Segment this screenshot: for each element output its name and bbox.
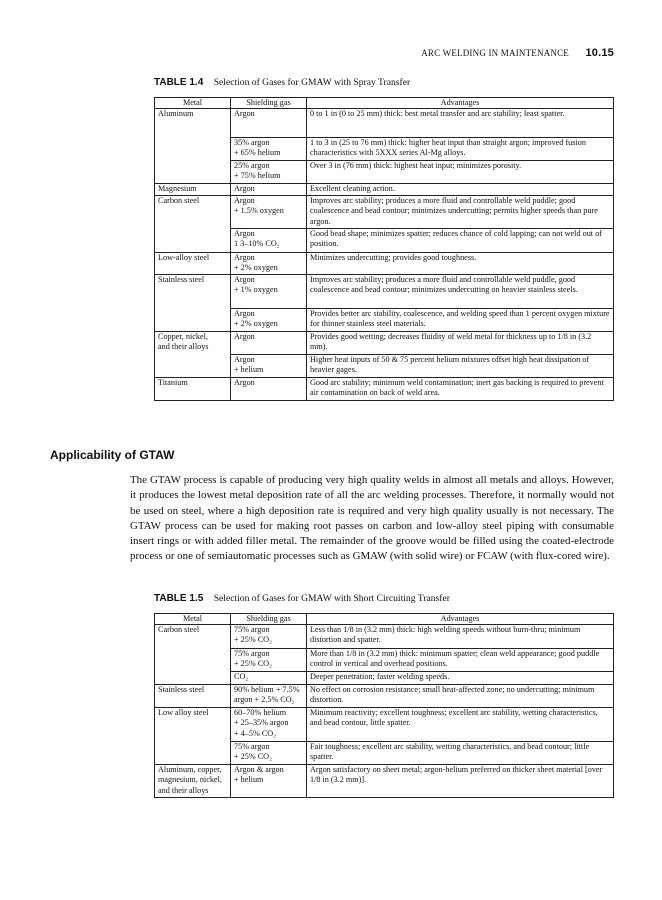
cell-advantages: Over 3 in (76 mm) thick: highest heat input; minimizes porosity. [307,161,614,184]
table-row [155,184,614,196]
table-row [155,649,614,672]
table-row [155,625,614,649]
column-header-advantages: Advantages [307,614,614,625]
table-row [155,161,614,184]
cell-gas: Argon + 1% oxygen [231,275,307,309]
cell-advantages: Higher heat inputs of 50 & 75 percent helium mixtures offset high heat dissipation of heavier gages. [307,355,614,378]
page-number: 10.15 [585,47,614,59]
cell-gas: 75% argon + 25% CO₂ [231,625,307,649]
table-1-4 [154,97,614,401]
cell-advantages: Excellent cleaning action. [307,184,614,196]
cell-advantages: More than 1/8 in (3.2 mm) thick: minimum spatter; clean weld appearance; good puddle control in vertical and overhead positions. [307,649,614,672]
cell-metal: Aluminum, copper, magnesium, nickel, and their alloys [155,765,231,798]
table-row [155,672,614,685]
cell-advantages: Provides better arc stability, coalescence, and welding speed than 1 percent oxygen mixture for thinner stainless steel materials. [307,309,614,332]
running-header [421,47,614,59]
cell-gas: 35% argon + 65% helium [231,138,307,161]
table-row [155,332,614,355]
cell-metal: Copper, nickel, and their alloys [155,332,231,355]
cell-gas: Argon 1 3–10% CO₂ [231,229,307,253]
column-header-shielding-gas: Shielding gas [231,614,307,625]
table-1-5-title: Selection of Gases for GMAW with Short Circuiting Transfer [213,593,450,604]
table-1-5 [154,613,614,798]
cell-advantages: 1 to 3 in (25 to 76 mm) thick: higher heat input than straight argon; improved fusion characteristics with 5XXX series Al-Mg alloys. [307,138,614,161]
column-header-advantages: Advantages [307,98,614,109]
cell-metal: Stainless steel [155,685,231,708]
cell-gas: Argon + helium [231,355,307,378]
table-row [155,138,614,161]
cell-gas: Argon + 1.5% oxygen [231,196,307,229]
table-row [155,109,614,138]
table-header-row [155,98,614,109]
column-header-metal: Metal [155,614,231,625]
cell-gas: 25% argon + 75% helium [231,161,307,184]
table-row [155,765,614,798]
table-row [155,708,614,742]
table-row [155,355,614,378]
table-row [155,685,614,708]
table-row [155,309,614,332]
column-header-metal: Metal [155,98,231,109]
cell-gas: Argon & argon + helium [231,765,307,798]
cell-gas: Argon [231,109,307,138]
cell-advantages: Improves arc stability; produces a more fluid and controllable weld puddle; good coalescence and bead contour; minimizes undercutting; permits higher speeds than pure argon. [307,196,614,229]
cell-metal [155,672,231,685]
cell-gas: Argon + 2% oxygen [231,253,307,275]
cell-advantages: Minimum reactivity; excellent toughness; excellent arc stability, wetting characteristics, and bead contour, little spatter. [307,708,614,742]
cell-metal [155,161,231,184]
cell-gas: Argon [231,332,307,355]
cell-gas: Argon + 2% oxygen [231,309,307,332]
table-row [155,196,614,229]
cell-advantages: Deeper penetration; faster welding speeds. [307,672,614,685]
table-1-4-title: Selection of Gases for GMAW with Spray Transfer [213,77,411,88]
cell-metal [155,138,231,161]
cell-advantages: Less than 1/8 in (3.2 mm) thick: high welding speeds without burn-thru; minimum distortion and spatter. [307,625,614,649]
cell-metal: Low-alloy steel [155,253,231,275]
cell-metal: Stainless steel [155,275,231,309]
table-1-4-label: TABLE 1.4 [154,77,204,88]
cell-gas: 60–70% helium + 25–35% argon + 4–5% CO₂ [231,708,307,742]
cell-advantages: Good bead shape; minimizes spatter; reduces chance of cold lapping; can not weld out of position. [307,229,614,253]
table-1-4-caption [154,77,410,88]
cell-metal: Aluminum [155,109,231,138]
cell-gas: 75% argon + 25% CO₂ [231,742,307,765]
cell-metal: Low alloy steel [155,708,231,742]
cell-advantages: Good arc stability; minimum weld contamination; inert gas backing is required to prevent air contamination on back of weld area. [307,378,614,401]
cell-metal [155,229,231,253]
column-header-shielding-gas: Shielding gas [231,98,307,109]
table-header-row [155,614,614,625]
cell-gas: CO₂ [231,672,307,685]
cell-gas: Argon [231,184,307,196]
cell-gas: 75% argon + 25% CO₂ [231,649,307,672]
cell-metal: Titanium [155,378,231,401]
cell-advantages: 0 to 1 in (0 to 25 mm) thick: best metal transfer and arc stability; least spatter. [307,109,614,138]
cell-advantages: Improves arc stability; produces a more fluid and controllable weld puddle, good coalescence and bead contour; minimizes undercutting on heavier stainless steels. [307,275,614,309]
cell-gas: Argon [231,378,307,401]
body-paragraph: The GTAW process is capable of producing very high quality welds in almost all metals and alloys. However, it produces the lowest metal deposition rate of all the arc welding processes. Therefore, it normally would not be used on steel, where a high deposition rate is required and very high quality usually is not necessary. The GTAW process can be used for making root passes on carbon and low-alloy steel piping with consumable insert rings or with added filler metal. The remainder of the groove would be filled using the coated-electrode process or one of semiautomatic processes such as GMAW (with solid wire) or FCAW (with flux-cored wire). [130,474,614,563]
running-title: ARC WELDING IN MAINTENANCE [421,48,570,58]
cell-metal [155,742,231,765]
cell-advantages: Provides good wetting; decreases fluidity of weld metal for thickness up to 1/8 in (3.2 mm). [307,332,614,355]
table-1-5-caption [154,593,450,604]
table-1-5-label: TABLE 1.5 [154,593,204,604]
table-row [155,275,614,309]
table-row [155,229,614,253]
table-row [155,742,614,765]
section-heading: Applicability of GTAW [50,448,175,462]
cell-metal: Carbon steel [155,625,231,649]
cell-metal: Magnesium [155,184,231,196]
table-row [155,378,614,401]
cell-metal [155,309,231,332]
cell-advantages: No effect on corrosion resistance; small heat-affected zone; no undercutting; minimum distortion. [307,685,614,708]
cell-metal [155,649,231,672]
cell-advantages: Minimizes undercutting; provides good toughness. [307,253,614,275]
table-row [155,253,614,275]
cell-advantages: Argon satisfactory on sheet metal; argon-helium preferred on thicker sheet material [over 1/8 in (3.2 mm)]. [307,765,614,798]
cell-metal [155,355,231,378]
cell-metal: Carbon steel [155,196,231,229]
cell-advantages: Fair toughness; excellent arc stability, wetting characteristics, and bead contour; little spatter. [307,742,614,765]
cell-gas: 90% helium + 7.5% argon + 2.5% CO₂ [231,685,307,708]
